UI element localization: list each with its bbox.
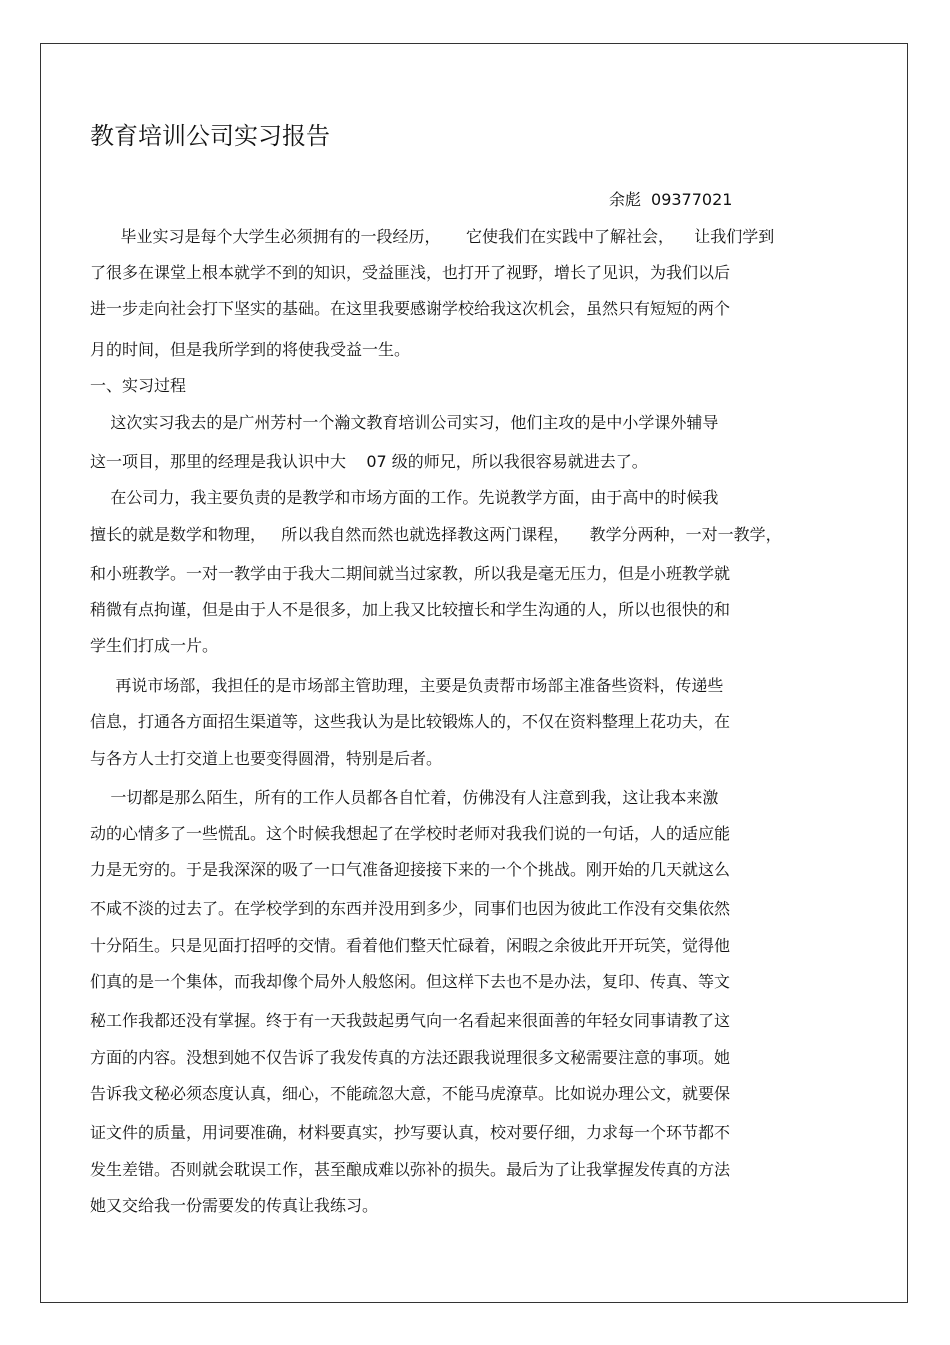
text-line: 她又交给我一份需要发的传真让我练习。 xyxy=(90,1196,379,1215)
text-line: 不咸不淡的过去了。在学校学到的东西并没用到多少，同事们也因为彼此工作没有交集依然 xyxy=(90,899,731,918)
text-line: 再说市场部，我担任的是市场部主管助理，主要是负责帮市场部主准备些资料，传递些 xyxy=(90,676,724,695)
text-line: 与各方人士打交道上也要变得圆滑，特别是后者。 xyxy=(90,749,443,768)
document-title: 教育培训公司实习报告 xyxy=(90,122,330,150)
text-line: 进一步走向社会打下坚实的基础。在这里我要感谢学校给我这次机会，虽然只有短短的两个 xyxy=(90,299,731,318)
text-line: 月的时间，但是我所学到的将使我受益一生。 xyxy=(90,340,411,359)
text-line: 擅长的就是数学和物理， 所以我自然而然也就选择教这两门课程， 教学分两种，一对一教学， xyxy=(90,525,782,544)
text-line: 和小班教学。一对一教学由于我大二期间就当过家教，所以我是毫无压力，但是小班教学就 xyxy=(90,564,731,583)
text-line: 信息，打通各方面招生渠道等，这些我认为是比较锻炼人的，不仅在资料整理上花功夫，在 xyxy=(90,712,731,731)
text-line: 这次实习我去的是广州芳村一个瀚文教育培训公司实习，他们主攻的是中小学课外辅导 xyxy=(90,413,719,432)
text-line: 秘工作我都还没有掌握。终于有一天我鼓起勇气向一名看起来很面善的年轻女同事请教了这 xyxy=(90,1011,731,1030)
text-line: 稍微有点拘谨，但是由于人不是很多，加上我又比较擅长和学生沟通的人，所以也很快的和 xyxy=(90,600,731,619)
text-line: 们真的是一个集体，而我却像个局外人般悠闲。但这样下去也不是办法，复印、传真、等文 xyxy=(90,972,731,991)
text-line: 在公司力，我主要负责的是教学和市场方面的工作。先说教学方面，由于高中的时候我 xyxy=(90,488,719,507)
text-line: 了很多在课堂上根本就学不到的知识，受益匪浅，也打开了视野，增长了见识，为我们以后 xyxy=(90,263,731,282)
text-line: 证文件的质量，用词要准确，材料要真实，抄写要认真，校对要仔细，力求每一个环节都不 xyxy=(90,1123,731,1142)
author-id: 09377021 xyxy=(651,190,733,209)
author-line xyxy=(609,188,732,212)
text-line: 力是无穷的。于是我深深的吸了一口气准备迎接接下来的一个个挑战。刚开始的几天就这么 xyxy=(90,860,731,879)
text-line: 一切都是那么陌生，所有的工作人员都各自忙着，仿佛没有人注意到我，这让我本来激 xyxy=(90,788,719,807)
text-line: 告诉我文秘必须态度认真，细心，不能疏忽大意，不能马虎潦草。比如说办理公文，就要保 xyxy=(90,1084,731,1103)
text-line: 这一项目，那里的经理是我认识中大 07 级的师兄，所以我很容易就进去了。 xyxy=(90,452,648,471)
text-line: 毕业实习是每个大学生必须拥有的一段经历， 它使我们在实践中了解社会， 让我们学到 xyxy=(90,227,775,246)
author-name: 余彪 xyxy=(609,190,642,209)
text-line: 发生差错。否则就会耽误工作，甚至酿成难以弥补的损失。最后为了让我掌握发传真的方法 xyxy=(90,1160,731,1179)
text-line: 方面的内容。没想到她不仅告诉了我发传真的方法还跟我说理很多文秘需要注意的事项。她 xyxy=(90,1048,731,1067)
section-heading: 一、实习过程 xyxy=(90,376,187,395)
text-line: 学生们打成一片。 xyxy=(90,636,219,655)
text-line: 十分陌生。只是见面打招呼的交情。看着他们整天忙碌着，闲暇之余彼此开开玩笑，觉得他 xyxy=(90,936,731,955)
text-line: 动的心情多了一些慌乱。这个时候我想起了在学校时老师对我我们说的一句话，人的适应能 xyxy=(90,824,731,843)
